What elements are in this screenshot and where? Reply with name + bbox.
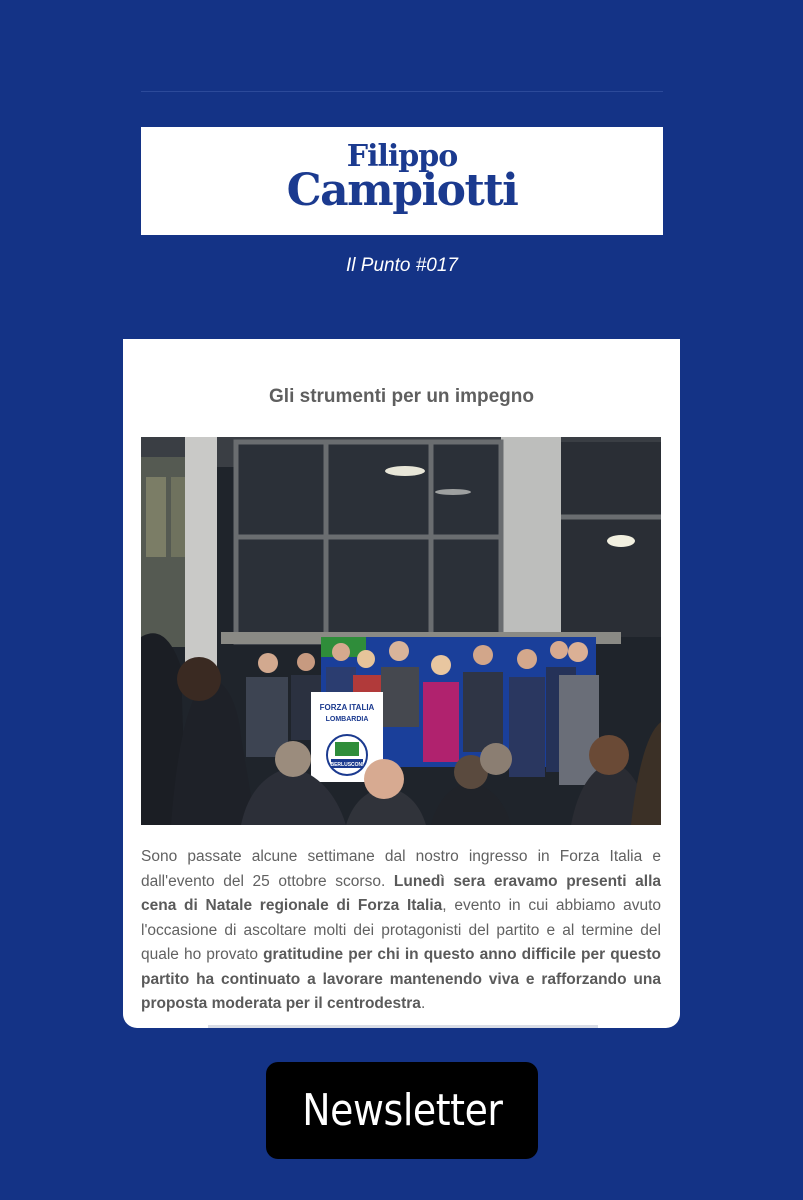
logo-last-name: Campiotti	[286, 165, 518, 216]
podium-text-1: FORZA ITALIA	[319, 703, 375, 712]
podium-logo-text: BERLUSCONI	[330, 762, 364, 768]
cut-off-content	[208, 1025, 598, 1028]
newsletter-button-label: Newsletter	[301, 1085, 503, 1136]
logo-banner	[141, 127, 663, 235]
podium-text-2: LOMBARDIA	[325, 716, 369, 723]
body-end: .	[420, 995, 426, 1012]
body-middle: , evento in cui abbiamo avuto l'occasione di ascoltare molti dei protagonisti del partito e al termine del quale ho provato	[141, 897, 661, 963]
body-highlight-dinner: Lunedì sera eravamo presenti alla cena di Natale regionale di Forza Italia	[141, 872, 661, 914]
article-card	[123, 339, 680, 1028]
issue-number: Il Punto #017	[346, 255, 458, 276]
article-body	[141, 845, 661, 1017]
top-divider	[141, 91, 663, 92]
event-photo	[141, 437, 661, 825]
article-title: Gli strumenti per un impegno	[269, 386, 534, 407]
body-intro: Sono passate alcune settimane dal nostro ingresso in Forza Italia e dall'evento del 25 ottobre scorso.	[141, 848, 661, 890]
logo-first-name: Filippo	[346, 139, 458, 174]
body-highlight-gratitude: gratitudine per chi in questo anno difficile per questo partito ha continuato a lavorare mantenendo viva e rafforzando una proposta moderata per il centrodestra	[141, 946, 661, 1012]
newsletter-button[interactable]	[266, 1062, 538, 1159]
